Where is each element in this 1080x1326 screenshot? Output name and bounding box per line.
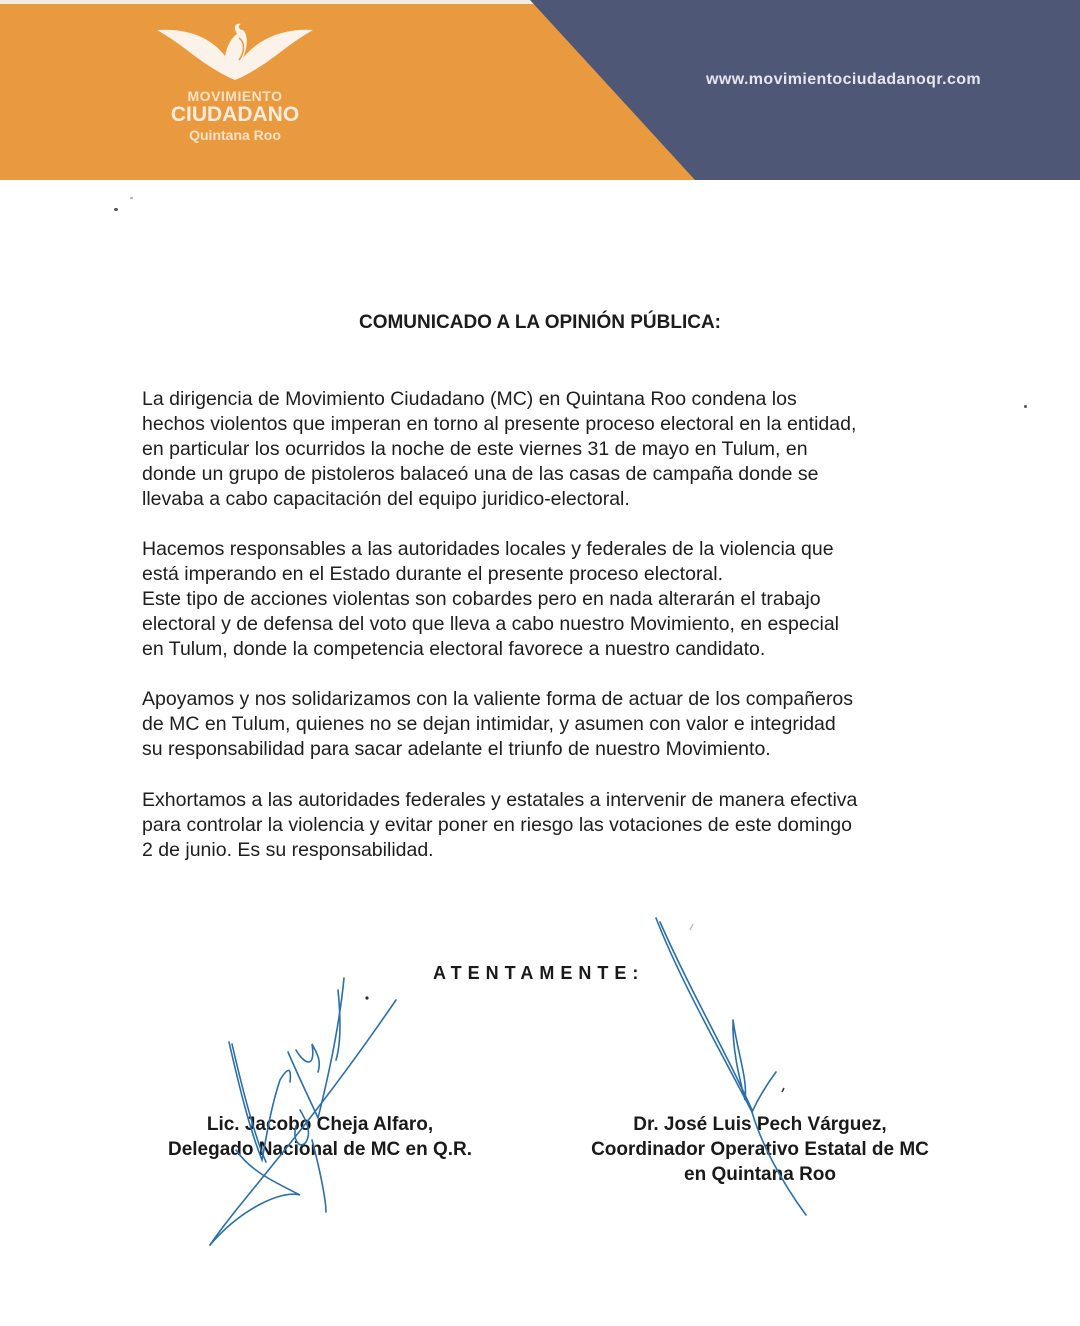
scan-speck xyxy=(1024,405,1027,408)
letterhead-banner xyxy=(0,0,1080,180)
signatory-right xyxy=(555,1112,965,1187)
signature-dot xyxy=(782,1088,784,1092)
logo-line-state: Quintana Roo xyxy=(189,127,281,143)
signatory-name: Dr. José Luis Pech Várguez, xyxy=(633,1114,887,1135)
signatory-name: Lic. Jacobo Cheja Alfaro, xyxy=(206,1114,434,1135)
logo-line-movimiento: MOVIMIENTO xyxy=(187,88,283,104)
closing-salutation: ATENTAMENTE: xyxy=(433,963,645,983)
body-paragraph: La dirigencia de Movimiento Ciudadano (MC) en Quintana Roo condena los hechos violentos que imperan en torno al presente proceso electoral en la entidad, en particular los ocurridos la noche de este viernes 31 de mayo en Tulum, en donde un grupo de pistoleros balaceó una de las casas de campaña donde se llevaba a cabo capacitación del equipo juridico-electoral. xyxy=(142,388,857,510)
body-paragraph: Apoyamos y nos solidarizamos con la valiente forma de actuar de los compañeros de MC en Tulum, quienes no se dejan intimidar, y asumen con valor e integridad su responsabilidad para sacar adelante el triunfo de nuestro Movimiento. xyxy=(142,688,854,760)
signatory-left xyxy=(130,1112,510,1162)
body-paragraph: Exhortamos a las autoridades federales y estatales a intervenir de manera efectiva para controlar la violencia y evitar poner en riesgo las votaciones de este domingo 2 de junio. Es su responsabilidad. xyxy=(142,789,858,861)
party-logo xyxy=(150,18,320,144)
website-url: www.movimientociudadanoqr.com xyxy=(706,71,982,88)
scan-speck xyxy=(130,197,133,199)
logo-line-ciudadano: CIUDADANO xyxy=(170,103,300,126)
eagle-icon xyxy=(155,18,315,84)
body-paragraph: Hacemos responsables a las autoridades locales y federales de la violencia que está imperando en el Estado durante el presente proceso electoral. Este tipo de acciones violentas son cobardes pero en nada alterarán el trabajo electoral y de defensa del voto que lleva a cabo nuestro Movimiento, en especial en Tulum, donde la competencia electoral favorece a nuestro candidato. xyxy=(142,538,840,660)
signatory-role: Coordinador Operativo Estatal de MC xyxy=(591,1139,929,1160)
signature-dot xyxy=(365,996,368,999)
scan-speck xyxy=(690,924,693,930)
signatory-role: Delegado Nacional de MC en Q.R. xyxy=(167,1139,473,1160)
document-title: COMUNICADO A LA OPINIÓN PÚBLICA: xyxy=(358,312,722,333)
scan-speck xyxy=(114,208,118,211)
signatory-role-line2: en Quintana Roo xyxy=(684,1164,836,1185)
